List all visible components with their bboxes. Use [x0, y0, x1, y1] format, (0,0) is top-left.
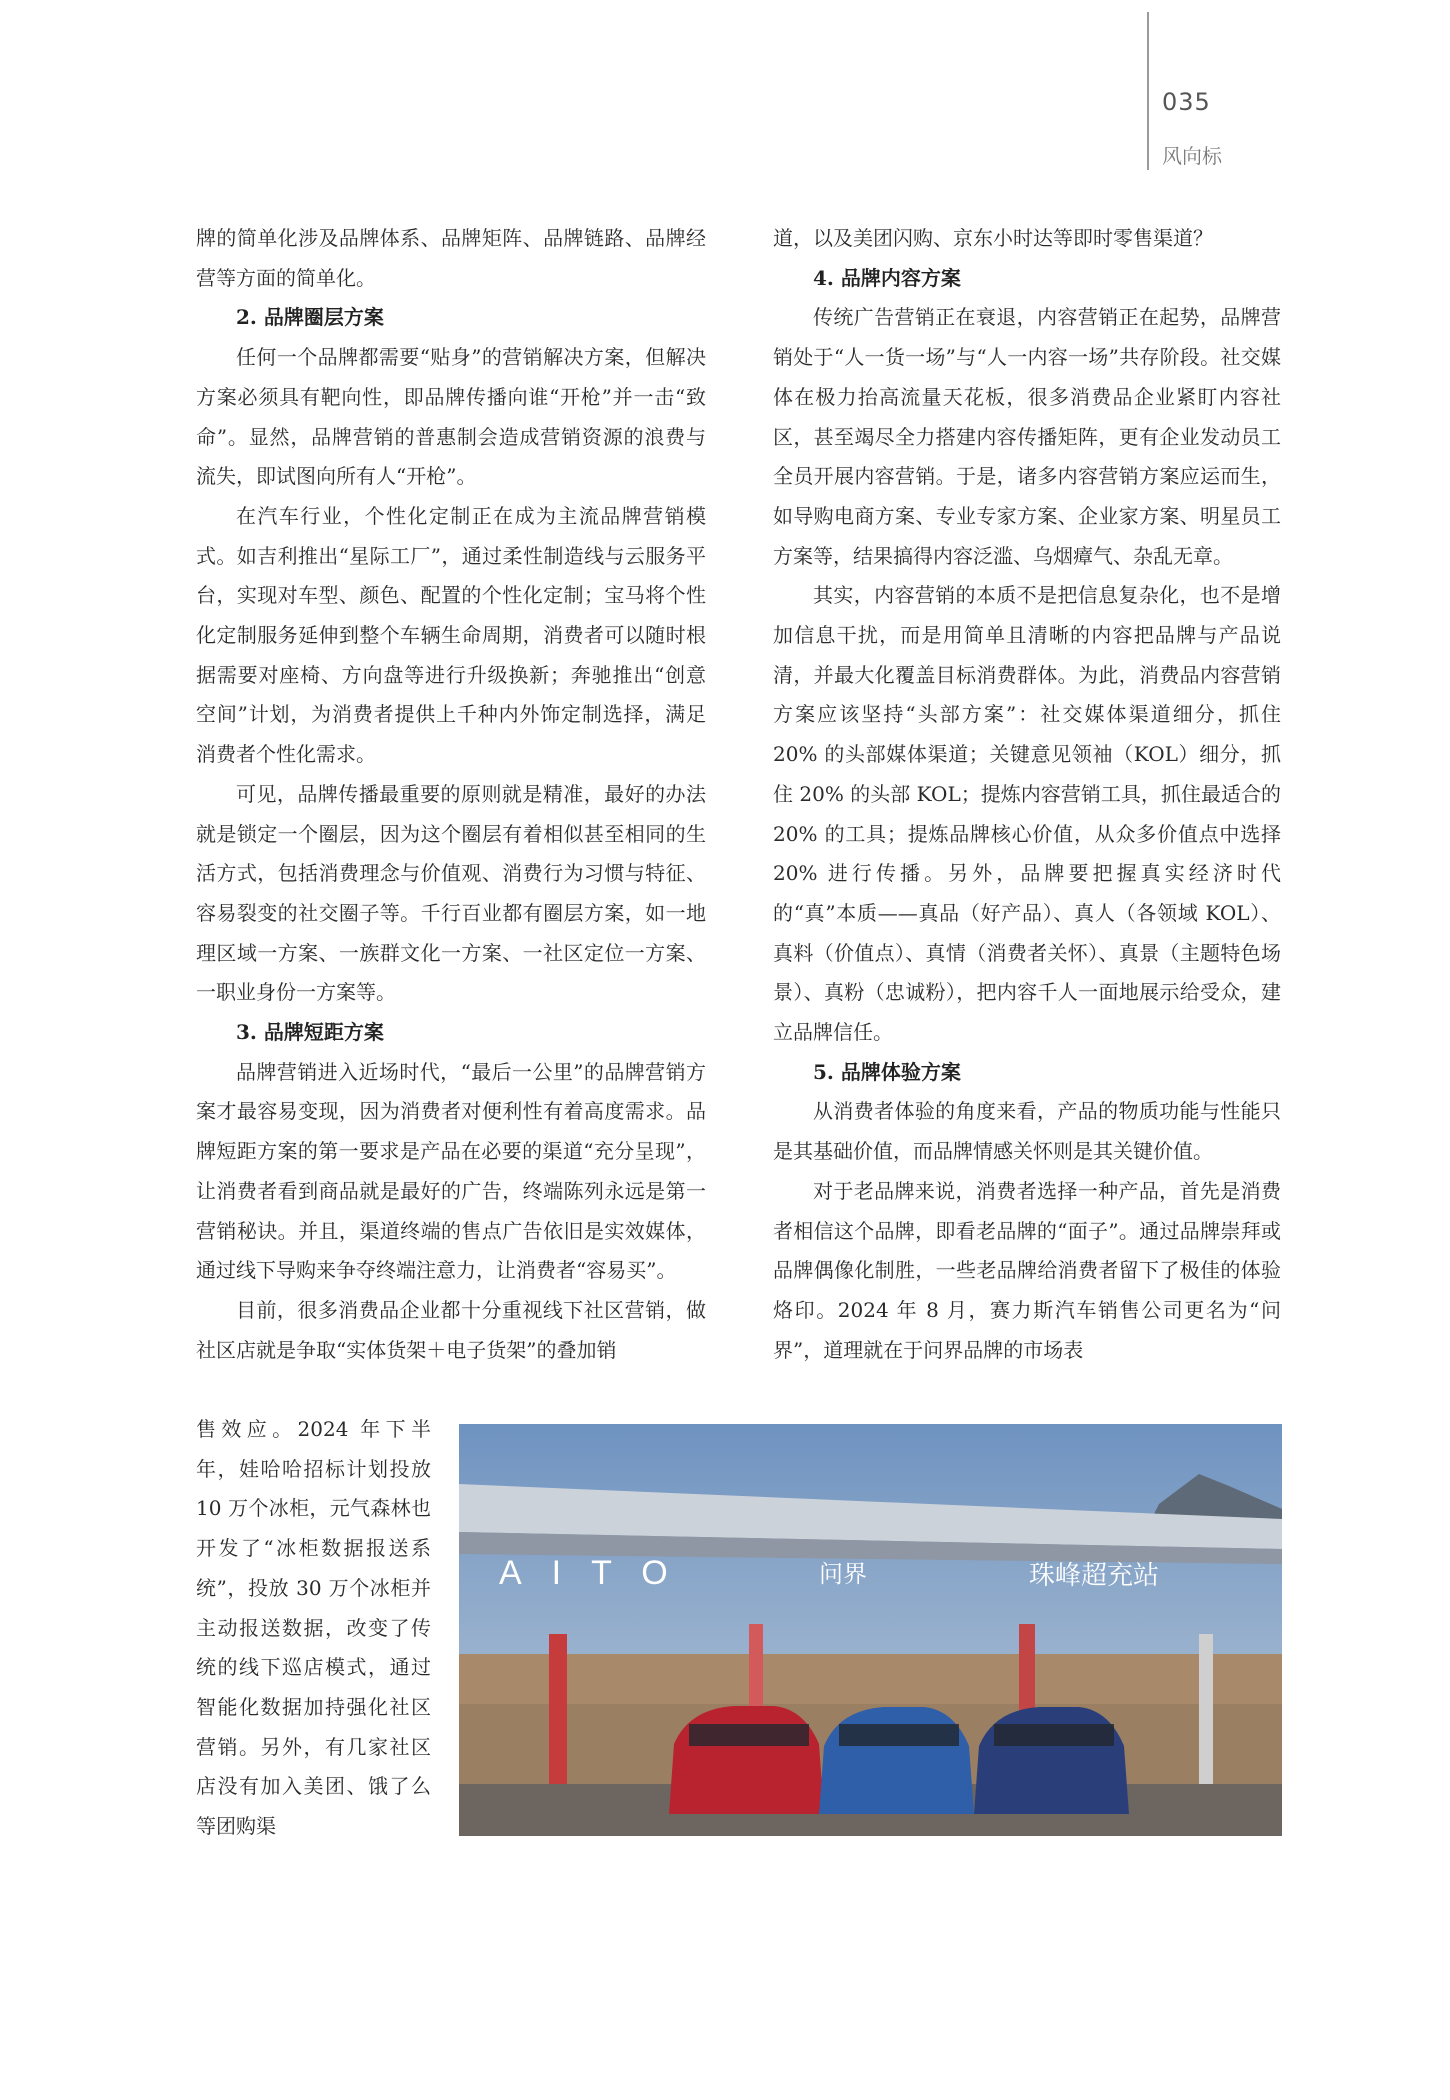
- paragraph: 道，以及美团闪购、京东小时达等即时零售渠道？: [773, 226, 1213, 250]
- section-heading: 3. 品牌短距方案: [236, 1020, 384, 1045]
- paragraph: 品牌营销进入近场时代，“最后一公里”的品牌营销方案才最容易变现，因为消费者对便利性有着高度需求。品牌短距方案的第一要求是产品在必要的渠道“充分呈现”，让消费者看到商品就是最好的广告，终端陈列永远是第一营销秘诀。并且，渠道终端的售点广告依旧是实效媒体，通过线下导购来争夺终端注意力，让消费者“容易买”。: [196, 1059, 706, 1283]
- wrap-paragraph: 售效应。2024 年下半年，娃哈哈招标计划投放 10 万个冰柜，元气森林也开发了“冰柜数据报送系统”，投放 30 万个冰柜并主动报送数据，改变了传统的线下巡店模式，通过智能化数据加持强化社区营销。另外，有几家社区店没有加入美团、饿了么等团购渠: [196, 1417, 431, 1839]
- section-heading: 4. 品牌内容方案: [813, 265, 961, 290]
- right-column: [773, 219, 1281, 1370]
- photo-illustration: [459, 1424, 1282, 1836]
- page-number: 035: [1162, 88, 1211, 116]
- windshield: [994, 1724, 1114, 1746]
- car-blue: [819, 1707, 974, 1814]
- sign-wenjie: 问界: [819, 1560, 867, 1588]
- charger-post: [1199, 1634, 1213, 1784]
- paragraph: 在汽车行业，个性化定制正在成为主流品牌营销模式。如吉利推出“星际工厂”，通过柔性制造线与云服务平台，实现对车型、颜色、配置的个性化定制；宝马将个性化定制服务延伸到整个车辆生命周期，消费者可以随时根据需要对座椅、方向盘等进行升级换新；奔驰推出“创意空间”计划，为消费者提供上千种内外饰定制选择，满足消费者个性化需求。: [196, 503, 706, 767]
- charger-post: [549, 1634, 567, 1784]
- car-red: [669, 1706, 824, 1814]
- paragraph: 对于老品牌来说，消费者选择一种产品，首先是消费者相信这个品牌，即看老品牌的“面子”。通过品牌崇拜或品牌偶像化制胜，一些老品牌给消费者留下了极佳的体验烙印。2024 年 8 月，赛力斯汽车销售公司更名为“问界”，道理就在于问界品牌的市场表: [773, 1178, 1281, 1362]
- paragraph: 其实，内容营销的本质不是把信息复杂化，也不是增加信息干扰，而是用简单且清晰的内容把品牌与产品说清，并最大化覆盖目标消费群体。为此，消费品内容营销方案应该坚持“头部方案”：社交媒体渠道细分，抓住 20% 的头部媒体渠道；关键意见领袖（KOL）细分，抓住 20% 的头部 KOL；提炼内容营销工具，抓住最适合的 20% 的工具；提炼品牌核心价值，从众多价值点中选择 20% 进行传播。另外，品牌要把握真实经济时代的“真”本质——真品（好产品）、真人（各领域 KOL）、真料（价值点）、真情（消费者关怀）、真景（主题特色场景）、真粉（忠诚粉），把内容千人一面地展示给受众，建立品牌信任。: [773, 583, 1281, 1045]
- section-heading: 5. 品牌体验方案: [813, 1059, 961, 1084]
- paragraph: 传统广告营销正在衰退，内容营销正在起势，品牌营销处于“人一货一场”与“人一内容一场”共存阶段。社交媒体在极力抬高流量天花板，很多消费品企业紧盯内容社区，甚至竭尽全力搭建内容传播矩阵，更有企业发动员工全员开展内容营销。于是，诸多内容营销方案应运而生，如导购电商方案、专业专家方案、企业家方案、明星员工方案等，结果搞得内容泛滥、乌烟瘴气、杂乱无章。: [773, 305, 1281, 568]
- sign-aito: AITO: [499, 1554, 698, 1592]
- paragraph: 任何一个品牌都需要“贴身”的营销解决方案，但解决方案必须具有靶向性，即品牌传播向谁“开枪”并一击“致命”。显然，品牌营销的普惠制会造成营销资源的浪费与流失，即试图向所有人“开枪”。: [196, 345, 706, 489]
- paragraph: 牌的简单化涉及品牌体系、品牌矩阵、品牌链路、品牌经营等方面的简单化。: [196, 226, 706, 290]
- paragraph: 可见，品牌传播最重要的原则就是精准，最好的办法就是锁定一个圈层，因为这个圈层有着相似甚至相同的生活方式，包括消费理念与价值观、消费行为习惯与特征、容易裂变的社交圈子等。千行百业都有圈层方案，如一地理区域一方案、一族群文化一方案、一社区定位一方案、一职业身份一方案等。: [196, 781, 706, 1005]
- left-column: [196, 219, 706, 1370]
- paragraph: 从消费者体验的角度来看，产品的物质功能与性能只是其基础价值，而品牌情感关怀则是其关键价值。: [773, 1099, 1281, 1164]
- windshield: [689, 1724, 809, 1746]
- windshield: [839, 1724, 959, 1746]
- section-name: 风向标: [1162, 144, 1222, 168]
- car-navy: [974, 1707, 1129, 1814]
- charging-station-photo: [459, 1424, 1282, 1836]
- section-heading: 2. 品牌圈层方案: [236, 305, 384, 330]
- paragraph: 目前，很多消费品企业都十分重视线下社区营销，做社区店就是争取“实体货架＋电子货架”的叠加销: [196, 1297, 706, 1362]
- header-rule: [1147, 12, 1149, 170]
- sign-station: 珠峰超充站: [1029, 1561, 1160, 1591]
